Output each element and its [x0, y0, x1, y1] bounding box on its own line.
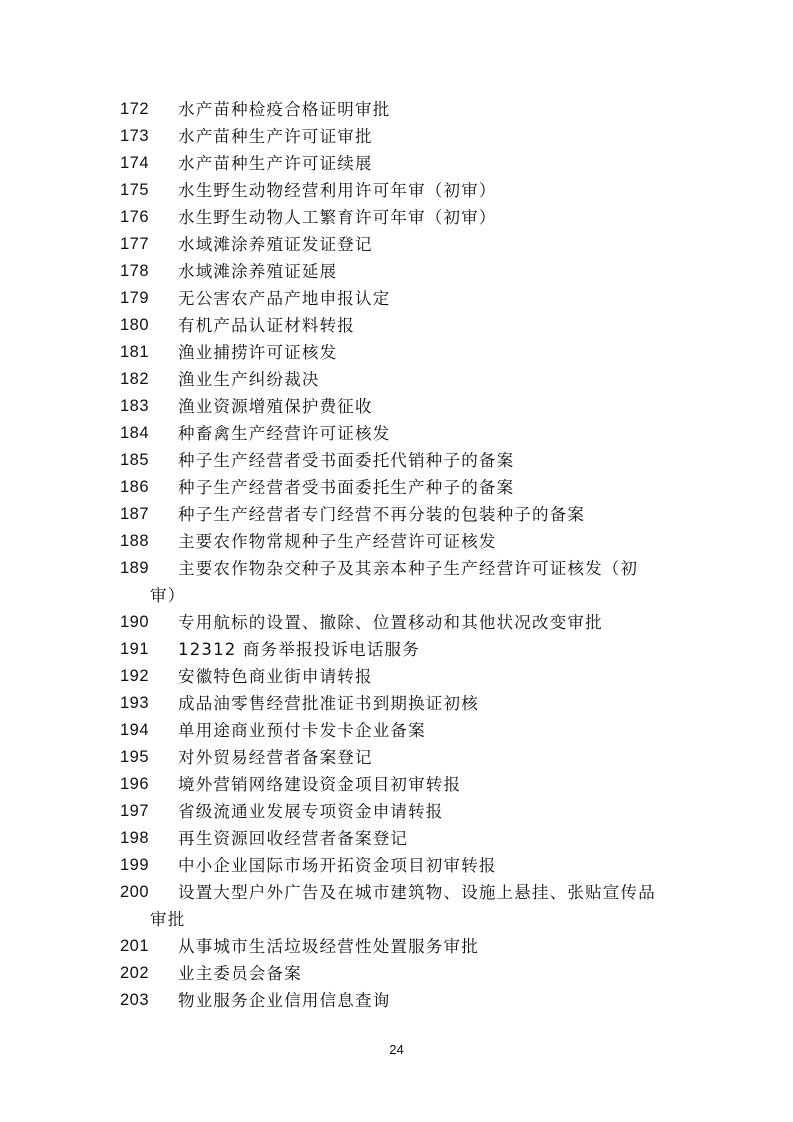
list-item: [120, 393, 680, 420]
item-text: 水产苗种检疫合格证明审批: [178, 100, 391, 119]
list-item: [120, 96, 680, 123]
list-item: [120, 420, 680, 447]
list-item: [120, 366, 680, 393]
item-text: 安徽特色商业街申请转报: [178, 667, 373, 686]
item-number: 186: [120, 478, 150, 496]
item-text: 物业服务企业信用信息查询: [178, 991, 391, 1010]
item-number: 193: [120, 694, 150, 712]
item-text: 有机产品认证材料转报: [178, 316, 355, 335]
list-item: [120, 258, 680, 285]
item-text: 对外贸易经营者备案登记: [178, 748, 373, 767]
item-number: 195: [120, 748, 150, 766]
item-text: 中小企业国际市场开拓资金项目初审转报: [178, 856, 497, 875]
list-item: [120, 177, 680, 204]
list-item: [120, 555, 680, 582]
item-number: 200: [120, 883, 150, 901]
list-item: [120, 231, 680, 258]
item-text-continuation: 审）: [150, 586, 186, 605]
item-text: 水产苗种生产许可证续展: [178, 154, 373, 173]
item-text: 主要农作物杂交种子及其亲本种子生产经营许可证核发（初: [178, 559, 639, 578]
item-number: 174: [120, 154, 150, 172]
item-number: 173: [120, 127, 150, 145]
item-number: 185: [120, 451, 150, 469]
item-text: 渔业资源增殖保护费征收: [178, 397, 373, 416]
item-number: 184: [120, 424, 150, 442]
list-item: [120, 987, 680, 1014]
item-text: 渔业生产纠纷裁决: [178, 370, 320, 389]
item-text: 种子生产经营者专门经营不再分装的包装种子的备案: [178, 505, 586, 524]
item-text: 种子生产经营者受书面委托生产种子的备案: [178, 478, 515, 497]
item-text: 水生野生动物人工繁育许可年审（初审）: [178, 208, 497, 227]
item-number: 178: [120, 262, 150, 280]
item-number: 192: [120, 667, 150, 685]
item-text: 渔业捕捞许可证核发: [178, 343, 338, 362]
list-item: [120, 879, 680, 906]
item-number: 183: [120, 397, 150, 415]
item-text: 成品油零售经营批准证书到期换证初核: [178, 694, 479, 713]
item-text: 无公害农产品产地申报认定: [178, 289, 391, 308]
list-item: [120, 447, 680, 474]
item-number: 176: [120, 208, 150, 226]
list-item: [120, 312, 680, 339]
list-item: [120, 339, 680, 366]
list-item: [120, 474, 680, 501]
item-text: 专用航标的设置、撤除、位置移动和其他状况改变审批: [178, 613, 603, 632]
list-item: [120, 933, 680, 960]
item-number: 201: [120, 937, 150, 955]
item-number: 197: [120, 802, 150, 820]
list-item: [120, 798, 680, 825]
list-item: [120, 204, 680, 231]
item-number: 182: [120, 370, 150, 388]
list-item: [120, 825, 680, 852]
item-number: 180: [120, 316, 150, 334]
list-item: [120, 960, 680, 987]
item-number: 188: [120, 532, 150, 550]
item-text: 设置大型户外广告及在城市建筑物、设施上悬挂、张贴宣传品: [178, 883, 656, 902]
item-number: 172: [120, 100, 150, 118]
item-number: 202: [120, 964, 150, 982]
list-item: [120, 852, 680, 879]
list-item: [120, 717, 680, 744]
item-number: 189: [120, 559, 150, 577]
item-text: 水生野生动物经营利用许可年审（初审）: [178, 181, 497, 200]
item-number: 175: [120, 181, 150, 199]
item-text: 省级流通业发展专项资金申请转报: [178, 802, 444, 821]
item-text: 水域滩涂养殖证延展: [178, 262, 338, 281]
list-item: [120, 744, 680, 771]
item-number: 179: [120, 289, 150, 307]
item-text: 单用途商业预付卡发卡企业备案: [178, 721, 426, 740]
item-text: 境外营销网络建设资金项目初审转报: [178, 775, 462, 794]
list-item: [120, 285, 680, 312]
item-number: 187: [120, 505, 150, 523]
item-text: 从事城市生活垃圾经营性处置服务审批: [178, 937, 479, 956]
list-item: [120, 123, 680, 150]
list-item: [120, 771, 680, 798]
item-number: 191: [120, 640, 150, 658]
item-text: 种子生产经营者受书面委托代销种子的备案: [178, 451, 515, 470]
item-text: 主要农作物常规种子生产经营许可证核发: [178, 532, 497, 551]
list-item: [120, 609, 680, 636]
item-number: 198: [120, 829, 150, 847]
item-text: 业主委员会备案: [178, 964, 302, 983]
item-text: 种畜禽生产经营许可证核发: [178, 424, 391, 443]
page-number: 24: [389, 1042, 404, 1057]
item-number: 196: [120, 775, 150, 793]
item-number: 181: [120, 343, 150, 361]
item-text: 水产苗种生产许可证审批: [178, 127, 373, 146]
list-item: [120, 690, 680, 717]
item-number: 203: [120, 991, 150, 1009]
list-item: [120, 636, 680, 663]
list-item: [120, 663, 680, 690]
item-number: 190: [120, 613, 150, 631]
item-text: 水域滩涂养殖证发证登记: [178, 235, 373, 254]
list-item: [120, 150, 680, 177]
list-item: [120, 528, 680, 555]
item-number: 199: [120, 856, 150, 874]
list-item: [120, 501, 680, 528]
item-text-continuation: 审批: [150, 910, 186, 929]
item-number: 177: [120, 235, 150, 253]
item-text: 12312 商务举报投诉电话服务: [178, 640, 420, 659]
item-number: 194: [120, 721, 150, 739]
item-list: [120, 96, 680, 1014]
item-text: 再生资源回收经营者备案登记: [178, 829, 409, 848]
